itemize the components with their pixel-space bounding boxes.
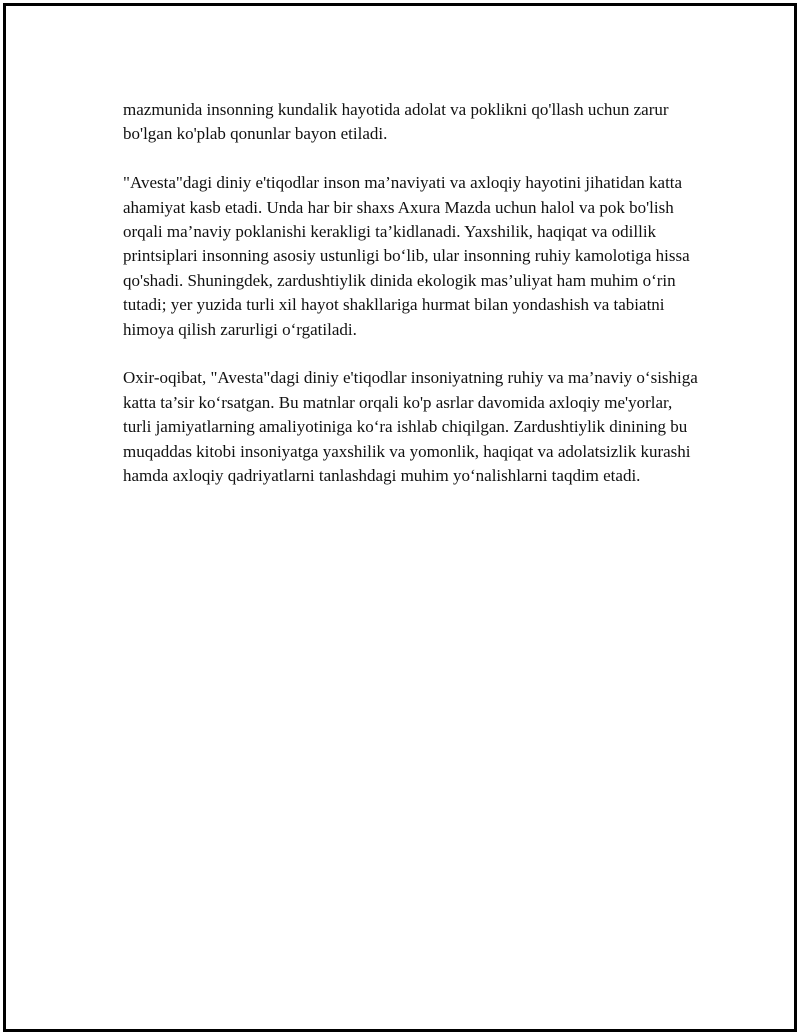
paragraph-1: mazmunida insonning kundalik hayotida adolat va poklikni qo'llash uchun zarur bo'lgan ko'plab qonunlar bayon etiladi. <box>123 100 669 144</box>
paragraph-2: "Avesta"dagi diniy e'tiqodlar inson ma’naviyati va axloqiy hayotini jihatidan katta ahamiyat kasb etadi. Unda har bir shaxs Axura Mazda uchun halol va pok bo'lish orqali ma’naviy poklanishi kerakligi ta’kidlanadi. Yaxshilik, haqiqat va odillik printsiplari insonning asosiy ustunligi bo‘lib, ular insonning ruhiy kamolotiga hissa qo'shadi. Shuningdek, zardushtiylik dinida ekologik mas’uliyat ham muhim o‘rin tutadi; yer yuzida turli xil hayot shakllariga hurmat bilan yondashish va tabiatni himoya qilish zarurligi o‘rgatiladi. <box>123 173 690 339</box>
document-body <box>123 98 703 513</box>
page-frame <box>3 3 797 1032</box>
paragraph-3: Oxir-oqibat, "Avesta"dagi diniy e'tiqodlar insoniyatning ruhiy va ma’naviy o‘sishiga katta ta’sir ko‘rsatgan. Bu matnlar orqali ko'p asrlar davomida axloqiy me'yorlar, turli jamiyatlarning amaliyotiniga ko‘ra ishlab chiqilgan. Zardushtiylik dinining bu muqaddas kitobi insoniyatga yaxshilik va yomonlik, haqiqat va adolatsizlik kurashi hamda axloqiy qadriyatlarni tanlashdagi muhim yo‘nalishlarni taqdim etadi. <box>123 368 698 486</box>
